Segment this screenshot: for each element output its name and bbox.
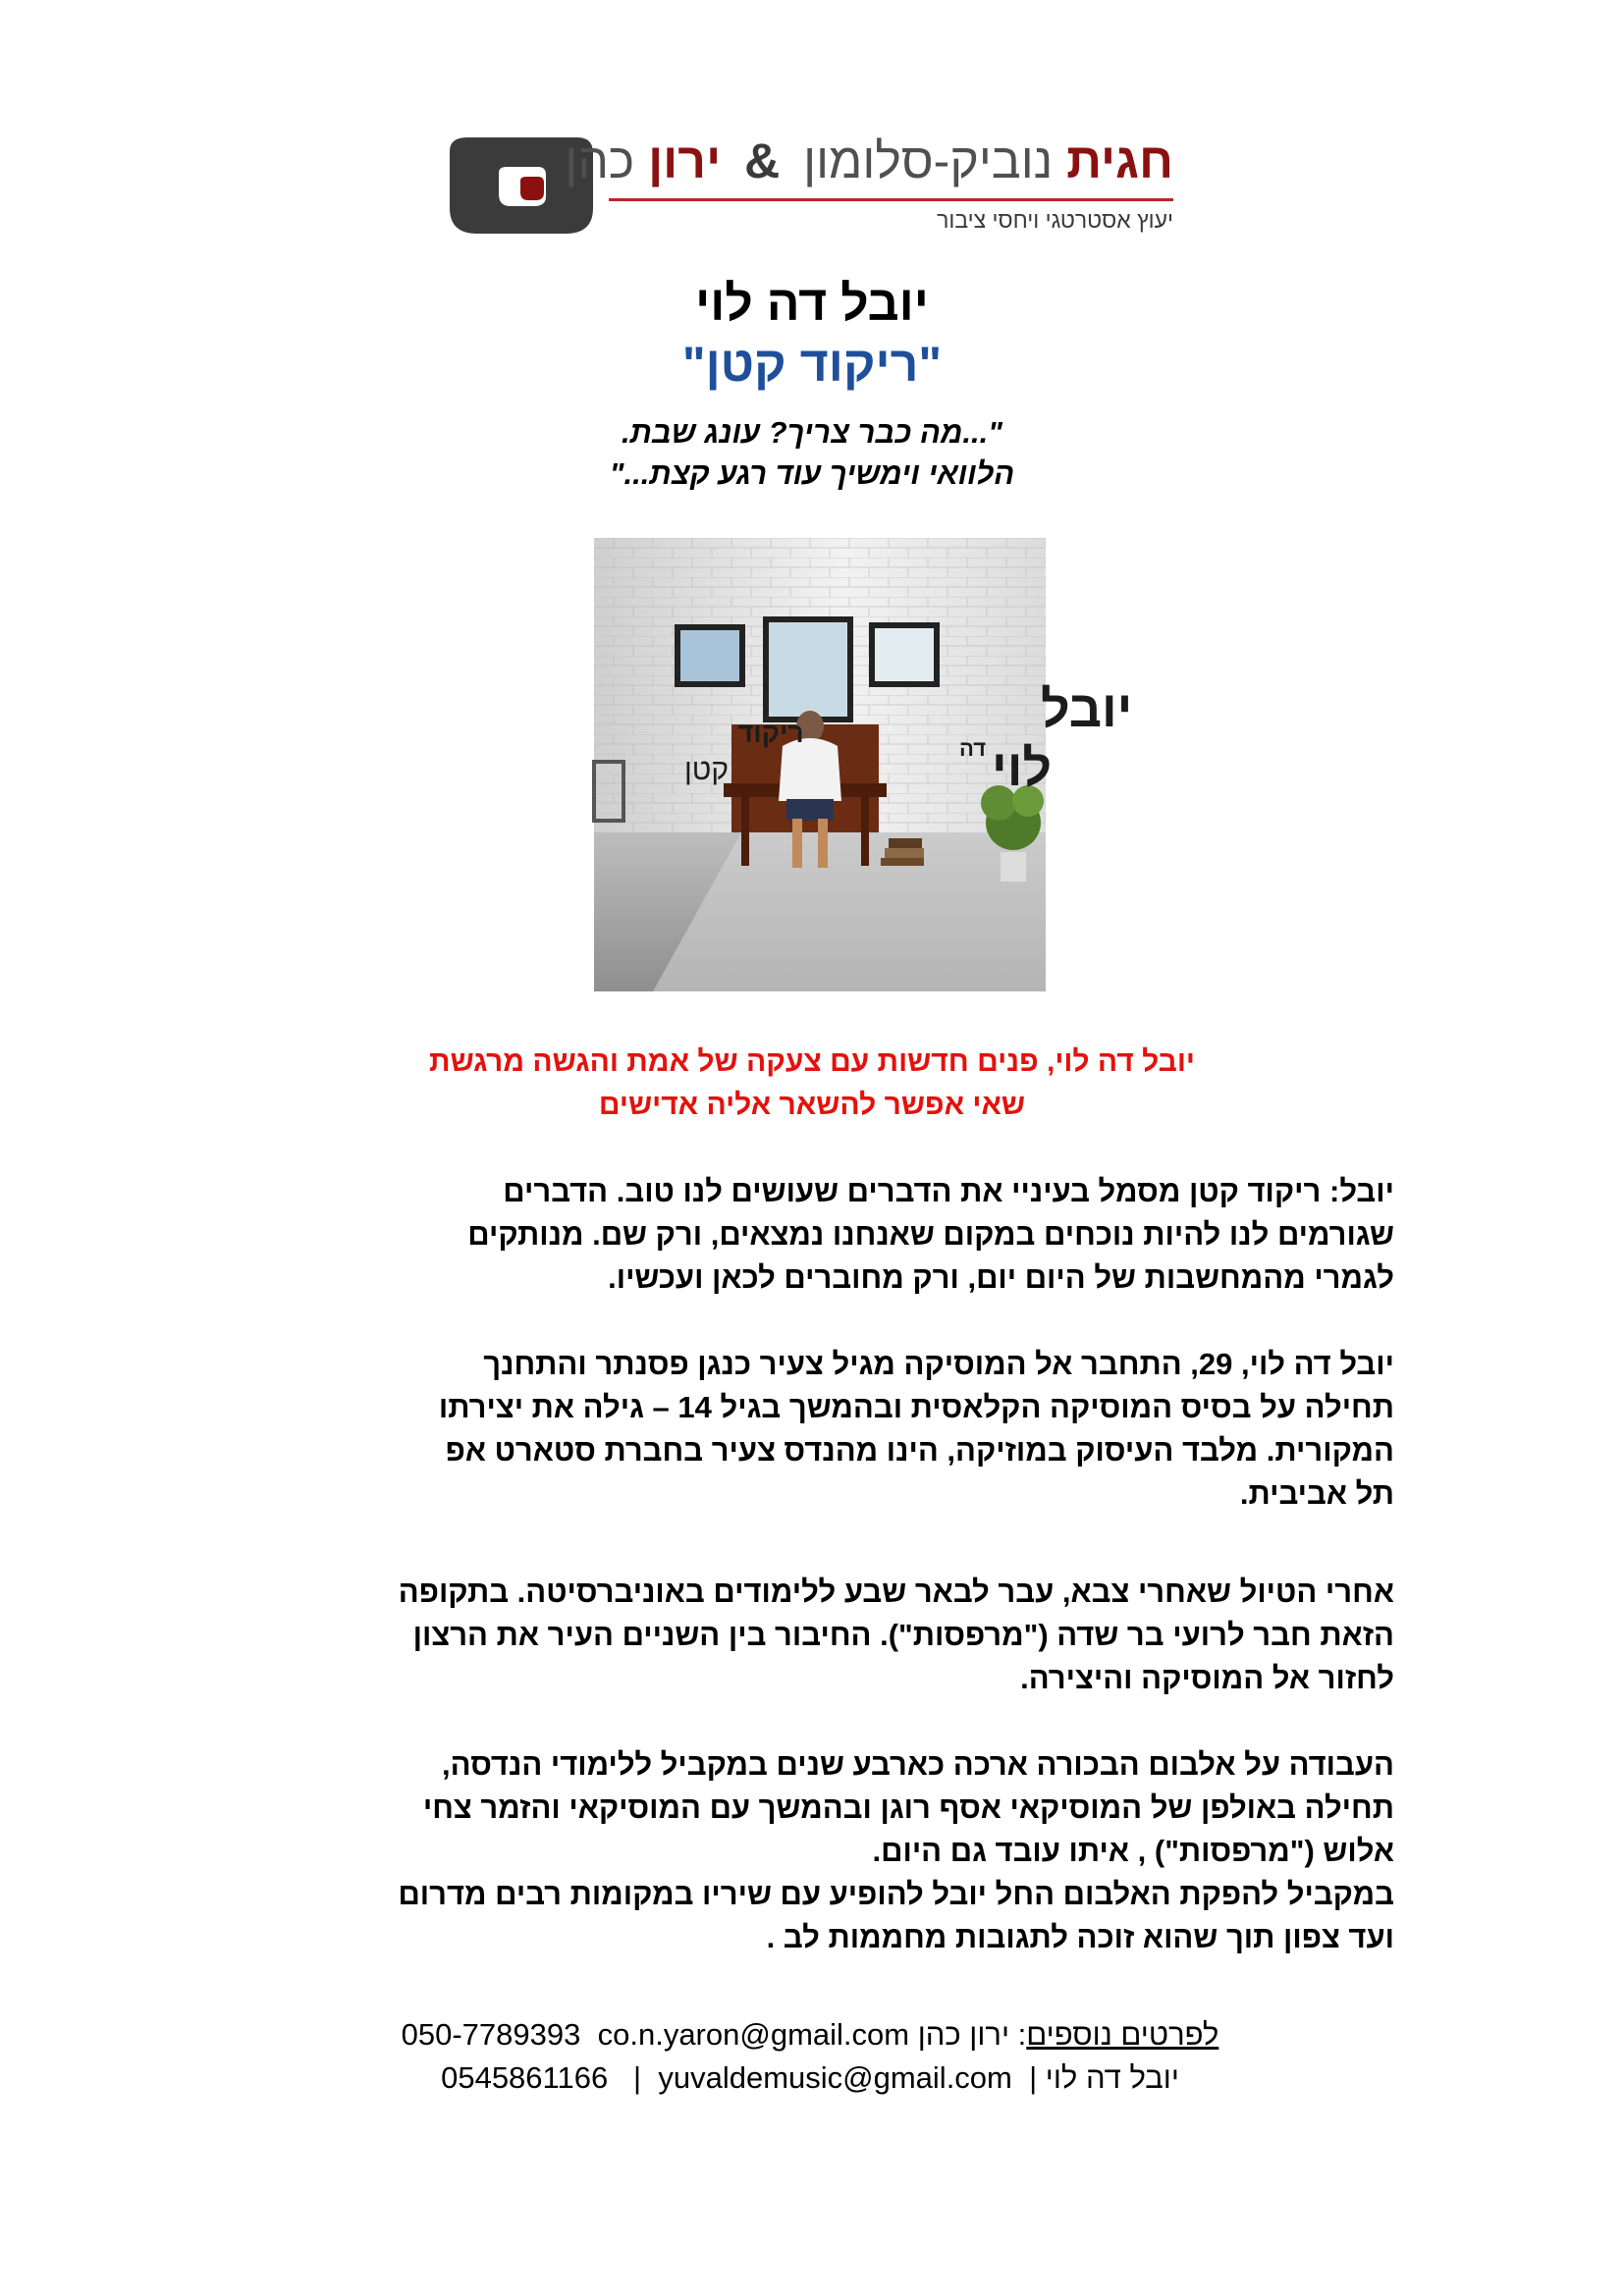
logo-names — [565, 132, 1173, 190]
logo-tagline: יעוץ אסטרטגי ויחסי ציבור — [937, 207, 1173, 233]
paragraph-line: במקביל להפקת האלבום החל יובל להופיע עם שיריו במקומות רבים מדרום — [398, 1877, 1394, 1911]
page-title: יובל דה לוי — [695, 276, 929, 331]
paragraph-line: תחילה באולפן של המוסיקאי אסף רוגן ובהמשך עם המוסיקאי והזמר צחי — [422, 1790, 1394, 1825]
quote-line-1: "...מה כבר צריך? עונג שבת. — [622, 415, 1002, 450]
cover-artist-text-3: לוי — [992, 740, 1053, 797]
paragraph-line: הזאת חבר לרועי בר שדה ("מרפסות"). החיבור בין השניים העיר את הרצון — [412, 1618, 1394, 1652]
paragraph-line: המקורית. מלבד העיסוק במוזיקה, הינו מהנדס צעיר בחברת סטארט אפ — [445, 1433, 1394, 1468]
cover-album-text-1: ריקוד — [737, 718, 804, 748]
paragraph-3 — [236, 1571, 1394, 1700]
paragraph-line: יובל: ריקוד קטן מסמל בעיניי את הדברים שעושים לנו טוב. הדברים — [503, 1174, 1394, 1208]
contact-phone-2[interactable]: 0545861166 — [441, 2060, 609, 2095]
contact-email-2[interactable]: yuvaldemusic@gmail.com — [658, 2060, 1012, 2095]
cover-artist-text-1: יובל — [1041, 681, 1133, 738]
paragraph-line: לגמרי מהמחשבות של היום יום, ורק מחוברים לכאן ועכשיו. — [608, 1260, 1394, 1295]
paragraph-line: אחרי הטיול שאחרי צבא, עבר לבאר שבע ללימודים באוניברסיטה. בתקופה — [398, 1575, 1394, 1609]
contact-separator: | — [1029, 2060, 1038, 2095]
paragraph-1 — [236, 1170, 1394, 1300]
logo-first-surname: נוביק-סלומון — [803, 133, 1054, 188]
paragraph-line: שגורמים לנו להיות נוכחים במקום שאנחנו נמצאים, ורק שם. מנותקים — [467, 1217, 1394, 1252]
paragraph-line: אלוש ("מרפסות") , איתו עובד גם היום. — [872, 1834, 1394, 1868]
paragraph-line: תל אביבית. — [1239, 1476, 1394, 1511]
contact-name-2: יובל דה לוי — [1045, 2060, 1179, 2095]
contact-line-1 — [295, 2014, 1326, 2056]
paragraph-4 — [236, 1743, 1394, 1959]
logo-ampersand: & — [744, 133, 781, 188]
paragraph-line: העבודה על אלבום הבכורה ארכה כארבע שנים במקביל ללימודי הנדסה, — [441, 1747, 1394, 1782]
contact-label: לפרטים נוספים — [1026, 2017, 1219, 2052]
contact-email-1[interactable]: co.n.yaron@gmail.com — [597, 2017, 910, 2052]
album-cover-illustration — [594, 538, 1133, 991]
paragraph-2 — [236, 1343, 1394, 1516]
logo-first-name: חגית — [1066, 133, 1173, 188]
contact-name-1: ירון כהן — [909, 2017, 1018, 2052]
paragraph-line: לחזור אל המוסיקה והיצירה. — [1020, 1661, 1394, 1695]
logo-wordmark — [565, 132, 1173, 233]
logo-divider — [609, 198, 1173, 201]
paragraph-line: יובל דה לוי, 29, התחבר אל המוסיקה מגיל צעיר כנגן פסנתר והתחנך — [483, 1347, 1394, 1381]
album-title: "ריקוד קטן" — [681, 337, 943, 392]
cover-artist-text-2: דה — [959, 736, 987, 761]
contact-colon: : — [1017, 2017, 1027, 2052]
agency-logo — [432, 126, 1178, 243]
paragraph-line: תחילה על בסיס המוסיקה הקלאסית ובהמשך בגיל 14 – גילה את יצירתו — [438, 1390, 1394, 1424]
logo-second-surname: כהן — [565, 133, 635, 188]
highlight-line-1: יובל דה לוי, פנים חדשות עם צעקה של אמת והגשה מרגשת — [429, 1045, 1195, 1078]
quote-line-2: הלוואי וימשיך עוד רגע קצת..." — [609, 456, 1015, 491]
cover-album-text-2: קטן — [684, 754, 730, 786]
contact-line-2 — [295, 2057, 1326, 2099]
album-cover-image — [594, 538, 1133, 991]
logo-second-name: ירון — [648, 133, 722, 188]
highlight-line-2: שאי אפשר להשאר אליה אדישים — [598, 1089, 1026, 1121]
contact-phone-1[interactable]: 050-7789393 — [401, 2017, 581, 2052]
contact-separator: | — [633, 2060, 642, 2095]
paragraph-line: ועד צפון תוך שהוא זוכה לתגובות מחממות לב . — [766, 1920, 1394, 1954]
